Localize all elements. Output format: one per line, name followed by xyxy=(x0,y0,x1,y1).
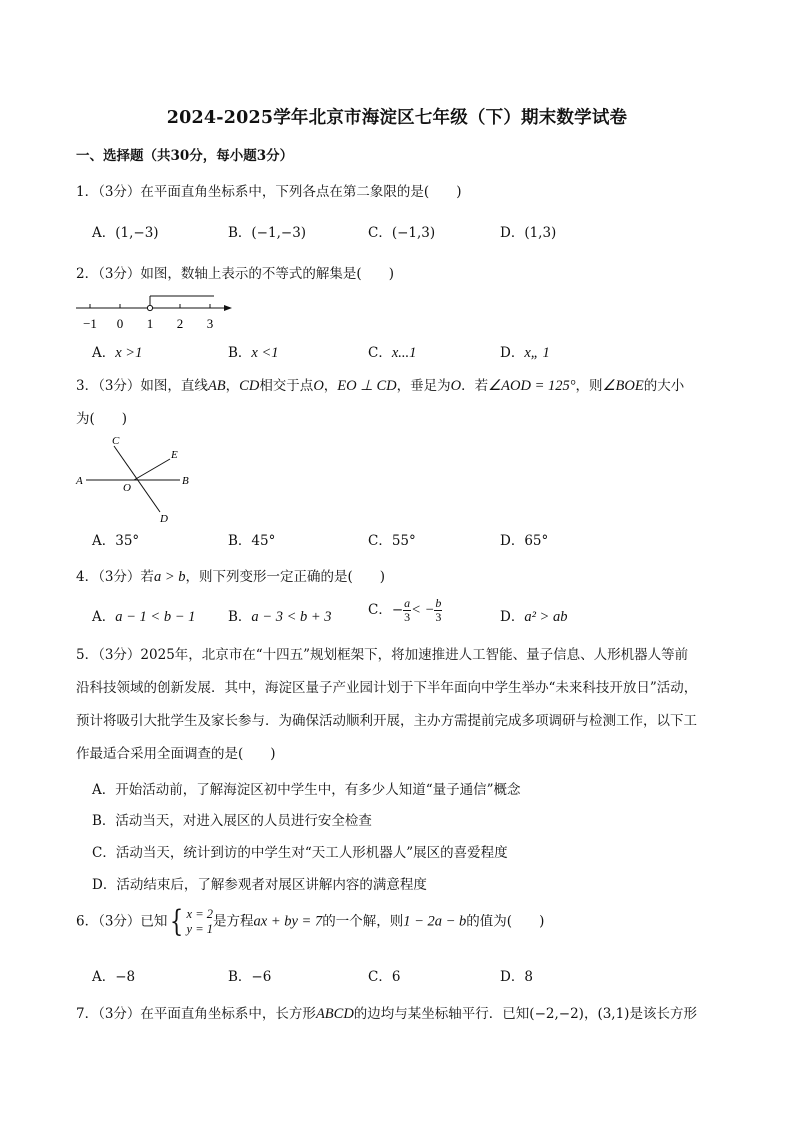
question-3-stem: 3．（3分）如图，直线AB，CD相交于点O，EO ⊥ CD，垂足为O．若∠AOD = 125°，则∠BOE的大小 xyxy=(76,378,685,394)
q6-option-a: A．−8 xyxy=(92,969,136,985)
point-label-a: A xyxy=(76,475,83,487)
q2-option-a: A．x >1 xyxy=(92,345,143,361)
question-5-line: 预计将吸引大批学生及家长参与．为确保活动顺利开展，主办方需提前完成多项调研与检测工作，以下工 xyxy=(76,713,697,729)
q2-option-b: B．x <1 xyxy=(228,345,279,361)
page-title: 2024-2025学年北京市海淀区七年级（下）期末数学试卷 xyxy=(166,108,628,128)
q5-option-b: B．活动当天，对进入展区的人员进行安全检查 xyxy=(92,813,372,829)
question-5-line: 沿科技领域的创新发展．其中，海淀区量子产业园计划于下半年面向中学生举办“未来科技开放日”活动， xyxy=(76,680,698,696)
q6-option-b: B．−6 xyxy=(228,969,272,985)
question-3-stem-line2: 为( ) xyxy=(76,411,128,427)
q6-option-d: D．8 xyxy=(500,969,533,985)
axis-label: 3 xyxy=(206,316,214,331)
section-heading: 一、选择题（共30分，每小题3分） xyxy=(76,148,294,164)
intersecting-lines-figure xyxy=(72,432,202,524)
question-7-stem: 7．（3分）在平面直角坐标系中，长方形ABCD的边均与某坐标轴平行．已知(−2,−2)，(3,1)是该长方形 xyxy=(76,1006,697,1022)
q4-option-c: C．− $\frac{a}{3}$ < − $\frac{b}{3}$ xyxy=(368,596,442,624)
q4-option-d: D．a² > ab xyxy=(500,609,568,625)
q5-option-d: D．活动结束后，了解参观者对展区讲解内容的满意程度 xyxy=(92,877,427,893)
axis-label: 1 xyxy=(146,316,154,331)
axis-label: −1 xyxy=(83,316,97,331)
question-6-stem: 6．（3分）已知{ x = 2 y = 1 是方程ax + by = 7的一个解，则1 − 2a − b的值为( ) xyxy=(76,904,545,939)
axis-label: 0 xyxy=(116,316,124,331)
question-1-stem: 1．（3分）在平面直角坐标系中，下列各点在第二象限的是( ) xyxy=(76,184,462,200)
q4-option-b: B．a − 3 < b + 3 xyxy=(228,609,332,625)
question-2-stem: 2．（3分）如图，数轴上表示的不等式的解集是( ) xyxy=(76,266,394,282)
q5-option-a: A．开始活动前，了解海淀区初中学生中，有多少人知道“量子通信”概念 xyxy=(92,782,521,798)
point-label-d: D xyxy=(160,513,168,524)
q4-option-a: A．a − 1 < b − 1 xyxy=(92,609,196,625)
question-5-line: 作最适合采用全面调查的是( ) xyxy=(76,746,276,762)
equation-system: { x = 2 y = 1 xyxy=(170,904,214,939)
q2-option-d: D．x„ 1 xyxy=(500,345,550,361)
point-label-e: E xyxy=(171,449,178,461)
point-label-o: O xyxy=(123,482,131,494)
q3-option-d: D．65° xyxy=(500,533,549,549)
q3-option-b: B．45° xyxy=(228,533,276,549)
q1-option-d: D．(1,3) xyxy=(500,225,557,241)
q3-option-a: A．35° xyxy=(92,533,140,549)
number-line-figure xyxy=(74,290,239,334)
axis-label: 2 xyxy=(176,316,184,331)
question-5-line: 5．（3分）2025年，北京市在“十四五”规划框架下，将加速推进人工智能、量子信息、人形机器人等前 xyxy=(76,647,689,663)
q3-option-c: C．55° xyxy=(368,533,416,549)
point-label-c: C xyxy=(112,435,120,447)
q2-option-c: C．x...1 xyxy=(368,345,417,361)
q1-option-c: C．(−1,3) xyxy=(368,225,436,241)
q1-option-b: B．(−1,−3) xyxy=(228,225,307,241)
q6-option-c: C．6 xyxy=(368,969,401,985)
question-4-stem: 4．（3分）若a > b，则下列变形一定正确的是( ) xyxy=(76,569,386,585)
q1-option-a: A．(1,−3) xyxy=(92,225,159,241)
q5-option-c: C．活动当天，统计到访的中学生对“天工人形机器人”展区的喜爱程度 xyxy=(92,845,508,861)
point-label-b: B xyxy=(182,475,189,487)
